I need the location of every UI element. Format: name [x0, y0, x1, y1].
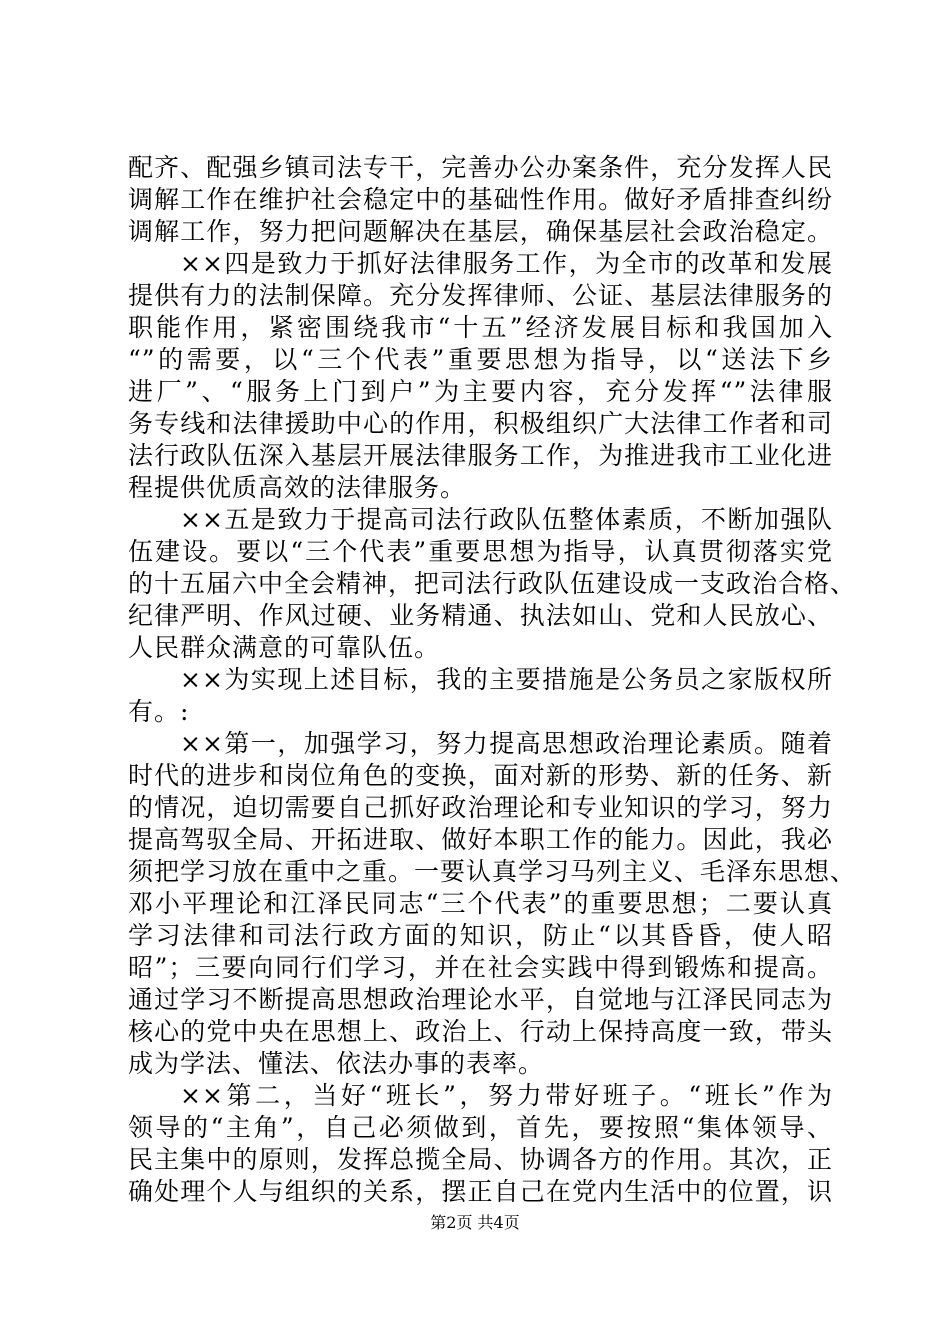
text-line: 核心的党中央在思想上、政治上、行动上保持高度一致，带头: [128, 1017, 833, 1046]
text-line: 通过学习不断提高思想政治理论水平，自觉地与江泽民同志为: [128, 985, 833, 1014]
text-line: 的情况，迫切需要自己抓好政治理论和专业知识的学习，努力: [128, 793, 833, 822]
page-number-footer: 第2页 共4页: [430, 1213, 520, 1232]
text-line: 进厂”、“服务上门到户”为主要内容，充分发挥“”法律服: [128, 377, 833, 406]
document-body: [128, 152, 857, 1208]
text-line: 职能作用，紧密围绕我市“十五”经济发展目标和我国加入: [128, 313, 833, 342]
text-line: 法行政队伍深入基层开展法律服务工作，为推进我市工业化进: [128, 441, 833, 470]
text-line: 成为学法、懂法、依法办事的表率。: [128, 1049, 545, 1078]
text-line: 领导的“主角”，自己必须做到，首先，要按照“集体领导、: [128, 1113, 833, 1142]
text-line: ××第一，加强学习，努力提高思想政治理论素质。随着: [180, 729, 833, 758]
text-line: ××五是致力于提高司法行政队伍整体素质，不断加强队: [180, 505, 833, 534]
text-line: 邓小平理论和江泽民同志“三个代表”的重要思想；二要认真: [128, 889, 833, 918]
text-line: “”的需要，以“三个代表”重要思想为指导，以“送法下乡: [128, 345, 833, 374]
text-line: 程提供优质高效的法律服务。: [128, 473, 467, 502]
text-line: 提供有力的法制保障。充分发挥律师、公证、基层法律服务的: [128, 281, 833, 310]
text-line: 的十五届六中全会精神，把司法行政队伍建设成一支政治合格、: [128, 569, 857, 598]
text-line: 民主集中的原则，发挥总揽全局、协调各方的作用。其次，正: [128, 1145, 833, 1174]
text-line: 伍建设。要以“三个代表”重要思想为指导，认真贯彻落实党: [128, 537, 833, 566]
text-line: 调解工作，努力把问题解决在基层，确保基层社会政治稳定。: [128, 217, 833, 246]
text-line: 有。:: [128, 697, 190, 726]
text-line: 学习法律和司法行政方面的知识，防止“以其昏昏，使人昭: [128, 921, 833, 950]
text-line: 时代的进步和岗位角色的变换，面对新的形势、新的任务、新: [128, 761, 833, 790]
text-line: 务专线和法律援助中心的作用，积极组织广大法律工作者和司: [128, 409, 833, 438]
text-line: ××第二，当好“班长”，努力带好班子。“班长”作为: [180, 1081, 833, 1110]
text-line: 昭”；三要向同行们学习，并在社会实践中得到锻炼和提高。: [128, 953, 833, 982]
text-line: 纪律严明、作风过硬、业务精通、执法如山、党和人民放心、: [128, 601, 833, 630]
text-line: ××为实现上述目标，我的主要措施是公务员之家版权所: [180, 665, 833, 694]
text-line: 配齐、配强乡镇司法专干，完善办公办案条件，充分发挥人民: [128, 153, 833, 182]
text-line: 须把学习放在重中之重。一要认真学习马列主义、毛泽东思想、: [128, 857, 857, 886]
text-line: 调解工作在维护社会稳定中的基础性作用。做好矛盾排查纠纷: [128, 185, 833, 214]
text-line: 提高驾驭全局、开拓进取、做好本职工作的能力。因此，我必: [128, 825, 833, 854]
text-line: 人民群众满意的可靠队伍。: [128, 633, 441, 662]
text-line: ××四是致力于抓好法律服务工作，为全市的改革和发展: [180, 249, 833, 278]
text-line: 确处理个人与组织的关系，摆正自己在党内生活中的位置，识: [128, 1177, 833, 1206]
